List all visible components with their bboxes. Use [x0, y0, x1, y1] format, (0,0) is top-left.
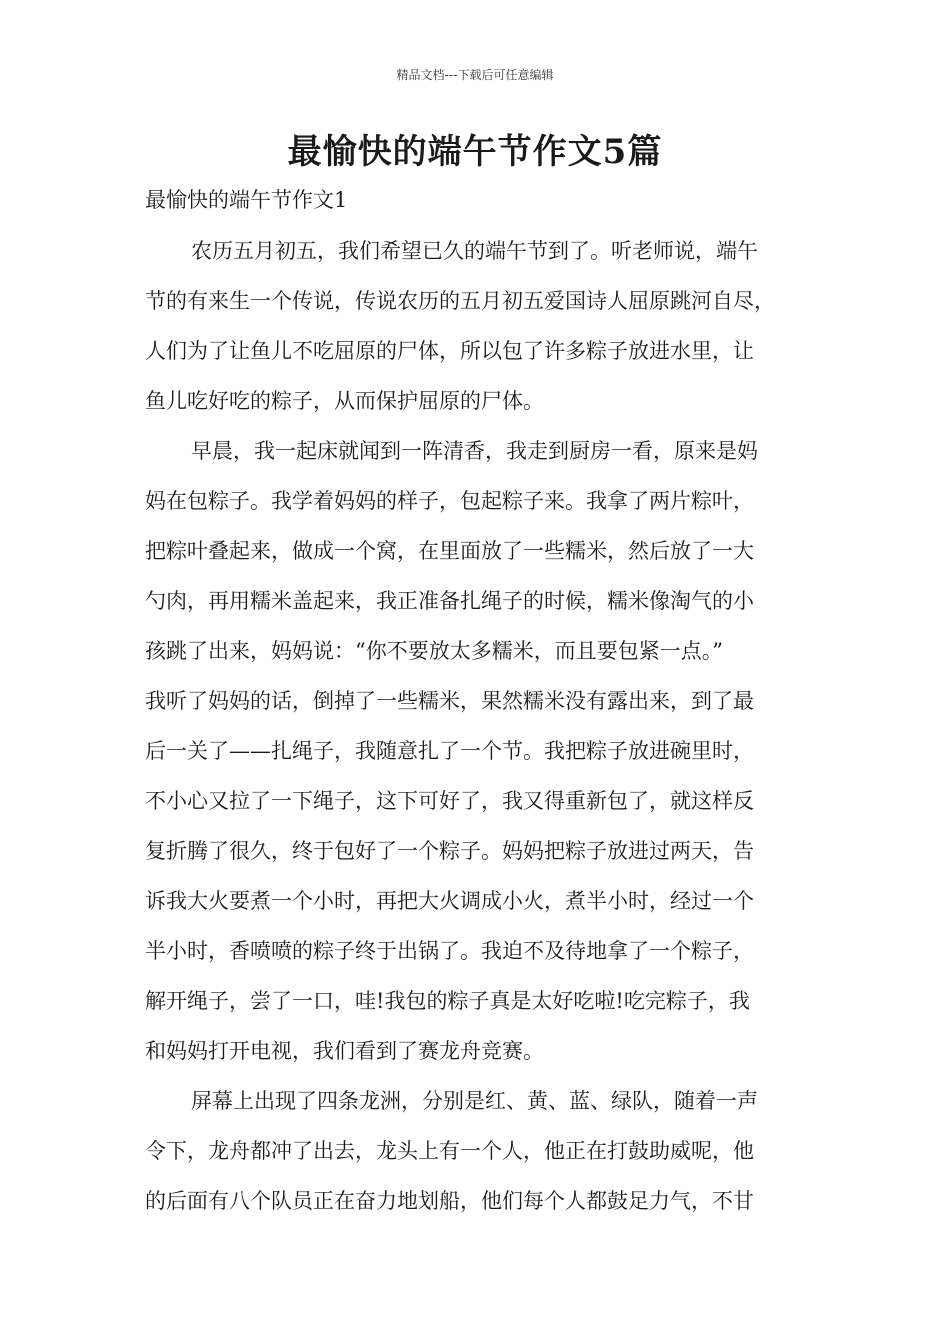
- text-line: 人们为了让鱼儿不吃屈原的尸体，所以包了许多粽子放进水里，让: [145, 339, 754, 363]
- text-line: 不小心又拉了一下绳子，这下可好了，我又得重新包了，就这样反: [145, 789, 754, 813]
- paragraph-3: [145, 1083, 825, 1233]
- text-line: 鱼儿吃好吃的粽子，从而保护屈原的尸体。: [145, 389, 544, 413]
- text-line: 孩跳了出来，妈妈说：“你不要放太多糯米，而且要包紧一点。”: [145, 639, 723, 663]
- text-line: 后一关了——扎绳子，我随意扎了一个节。我把粽子放进碗里时，: [145, 739, 754, 763]
- text-line: 节的有来生一个传说，传说农历的五月初五爱国诗人屈原跳河自尽，: [145, 289, 775, 313]
- document-title: 最愉快的端午节作文5篇: [287, 132, 663, 172]
- text-line: 把粽叶叠起来，做成一个窝，在里面放了一些糯米，然后放了一大: [145, 539, 754, 563]
- text-line: 早晨，我一起床就闻到一阵清香，我走到厨房一看，原来是妈: [191, 439, 758, 463]
- text-line: 妈在包粽子。我学着妈妈的样子，包起粽子来。我拿了两片粽叶，: [145, 489, 754, 513]
- text-line: 农历五月初五，我们希望已久的端午节到了。听老师说，端午: [191, 239, 758, 263]
- paragraph-2: [145, 433, 825, 1083]
- text-line: 屏幕上出现了四条龙洲，分别是红、黄、蓝、绿队，随着一声: [191, 1089, 758, 1113]
- page-header: 精品文档---下载后可任意编辑: [396, 68, 554, 82]
- section-subtitle: 最愉快的端午节作文1: [145, 188, 348, 212]
- text-line: 复折腾了很久，终于包好了一个粽子。妈妈把粽子放进过两天，告: [145, 839, 754, 863]
- text-line: 诉我大火要煮一个小时，再把大火调成小火，煮半小时，经过一个: [145, 889, 754, 913]
- text-line: 半小时，香喷喷的粽子终于出锅了。我迫不及待地拿了一个粽子，: [145, 939, 754, 963]
- text-line: 勺肉，再用糯米盖起来，我正准备扎绳子的时候，糯米像淘气的小: [145, 589, 754, 613]
- text-line: 令下，龙舟都冲了出去，龙头上有一个人，他正在打鼓助威呢，他: [145, 1139, 754, 1163]
- paragraph-1: [145, 233, 825, 433]
- text-line: 解开绳子，尝了一口，哇!我包的粽子真是太好吃啦!吃完粽子，我: [145, 989, 750, 1013]
- body-text: [145, 233, 825, 1233]
- text-line: 的后面有八个队员正在奋力地划船，他们每个人都鼓足力气，不甘: [145, 1189, 754, 1213]
- text-line: 和妈妈打开电视，我们看到了赛龙舟竞赛。: [145, 1039, 544, 1063]
- text-line: 我听了妈妈的话，倒掉了一些糯米，果然糯米没有露出来，到了最: [145, 689, 754, 713]
